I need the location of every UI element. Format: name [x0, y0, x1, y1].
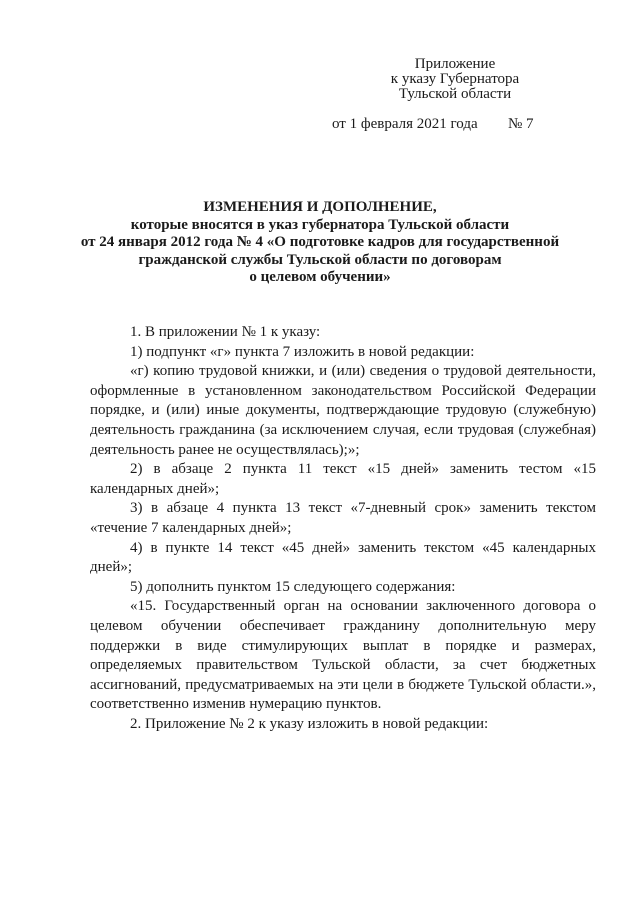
heading-line-2: которые вносятся в указ губернатора Тульской области: [130, 216, 510, 233]
document-heading: [60, 199, 580, 287]
appendix-subtitle: к указу Губернатора: [390, 71, 520, 87]
paragraph: 1) подпункт «г» пункта 7 изложить в новой редакции:: [130, 343, 475, 360]
paragraph: «г) копию трудовой книжки, и (или) сведения о трудовой деятельности, оформленные в установленном законодательством Российской Федерации порядке, и (или) иные документы, подтверждающие трудовую (служебную) деятельность гражданина (за исключением случая, если трудовая (служебная) деятельность ранее не осуществлялась);»;: [90, 363, 596, 458]
heading-line-3: от 24 января 2012 года № 4 «О подготовке кадров для государственной: [80, 234, 560, 251]
appendix-region: Тульской области: [398, 86, 512, 102]
paragraph: 3) в абзаце 4 пункта 13 текст «7-дневный срок» заменить текстом «течение 7 календарных дней»;: [90, 500, 596, 536]
paragraph: 4) в пункте 14 текст «45 дней» заменить текстом «45 календарных дней»;: [90, 539, 596, 576]
appendix-title: Приложение: [414, 56, 496, 72]
paragraph: 1. В приложении № 1 к указу:: [130, 324, 321, 340]
heading-line-5: о целевом обучении»: [249, 269, 391, 286]
appendix-header: [332, 56, 534, 132]
paragraph: «15. Государственный орган на основании заключенного договора о целевом обучении обеспечивает гражданину дополнительную меру поддержки в виде стимулирующих выплат в порядке и размерах, определяемых правительством Тульской области, за счет бюджетных ассигнований, предусматриваемых на эти цели в бюджете Тульской области.», соответственно изменив нумерацию пунктов.: [90, 598, 596, 713]
paragraph: 2. Приложение № 2 к указу изложить в новой редакции:: [130, 715, 489, 732]
appendix-date-line: [332, 117, 592, 132]
appendix-date: от 1 февраля 2021 года: [332, 116, 478, 132]
heading-line-4: гражданской службы Тульской области по договорам: [138, 251, 502, 268]
paragraph: 5) дополнить пунктом 15 следующего содержания:: [130, 578, 456, 595]
document-body: [90, 323, 596, 734]
heading-line-1: ИЗМЕНЕНИЯ И ДОПОЛНЕНИЕ,: [203, 199, 437, 215]
appendix-number: № 7: [508, 116, 534, 132]
paragraph: 2) в абзаце 2 пункта 11 текст «15 дней» заменить тестом «15 календарных дней»;: [90, 461, 596, 497]
